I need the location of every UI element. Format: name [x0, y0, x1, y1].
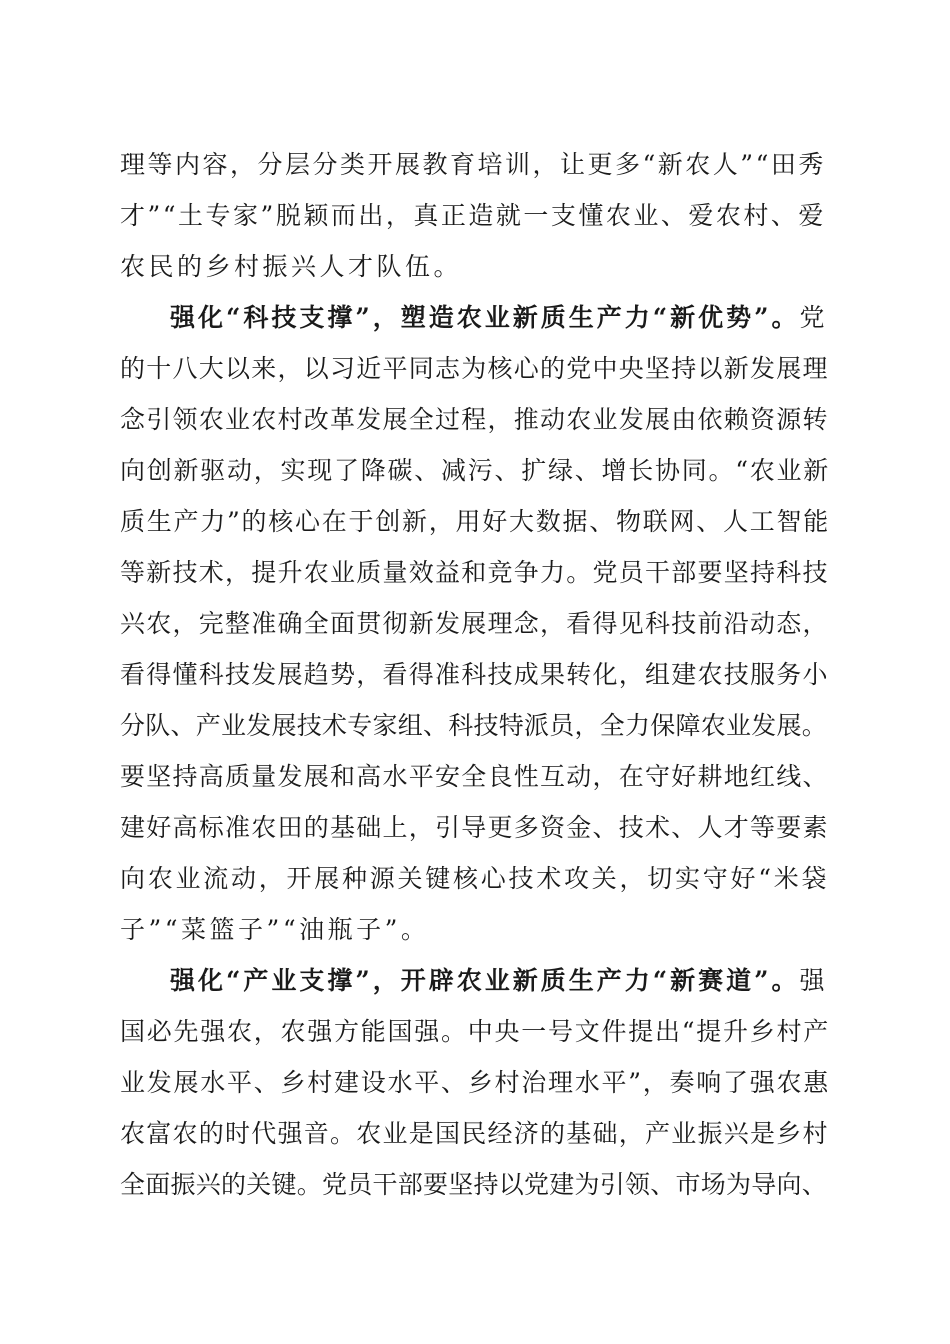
paragraph-heading: 强化“产业支撑”，开辟农业新质生产力“新赛道”。	[170, 966, 800, 995]
paragraph-text: 党	[799, 303, 828, 332]
paragraph-line: 向创新驱动，实现了降碳、减污、扩绿、增长协同。“农业新	[120, 456, 831, 485]
paragraph-line: 分队、产业发展技术专家组、科技特派员，全力保障农业发展。	[120, 711, 828, 740]
paragraph-heading: 强化“科技支撑”，塑造农业新质生产力“新优势”。	[170, 303, 800, 332]
paragraph-line: 农民的乡村振兴人才队伍。	[120, 252, 463, 281]
body-text	[120, 139, 830, 1210]
paragraph-line: 等新技术，提升农业质量效益和竞争力。党员干部要坚持科技	[120, 558, 829, 587]
paragraph-line: 国必先强农，农强方能国强。中央一号文件提出“提升乡村产	[120, 1017, 831, 1046]
paragraph-line: 理等内容，分层分类开展教育培训，让更多“新农人”“田秀	[120, 150, 826, 179]
paragraph-line: 全面振兴的关键。党员干部要坚持以党建为引领、市场为导向、	[120, 1170, 828, 1199]
paragraph-line: 向农业流动，开展种源关键核心技术攻关，切实守好“米袋	[120, 864, 830, 893]
paragraph-line: 看得懂科技发展趋势，看得准科技成果转化，组建农技服务小	[120, 660, 829, 689]
paragraph-text: 强	[799, 966, 828, 995]
paragraph-line: 质生产力”的核心在于创新，用好大数据、物联网、人工智能	[120, 507, 831, 536]
paragraph-line: 的十八大以来，以习近平同志为核心的党中央坚持以新发展理	[120, 354, 829, 383]
paragraph-line: 念引领农业农村改革发展全过程，推动农业发展由依赖资源转	[120, 405, 829, 434]
paragraph-line: 子”“菜篮子”“油瓶子”。	[120, 915, 430, 944]
paragraph-line: 业发展水平、乡村建设水平、乡村治理水平”，奏响了强农惠	[120, 1068, 831, 1097]
paragraph-line: 要坚持高质量发展和高水平安全良性互动，在守好耕地红线、	[120, 762, 829, 791]
paragraph-line: 才”“土专家”脱颖而出，真正造就一支懂农业、爱农村、爱	[120, 201, 826, 230]
paragraph-line: 建好高标准农田的基础上，引导更多资金、技术、人才等要素	[120, 813, 829, 842]
paragraph-first-line	[120, 955, 830, 1006]
paragraph-line: 兴农，完整准确全面贯彻新发展理念，看得见科技前沿动态，	[120, 609, 829, 638]
paragraph-line: 农富农的时代强音。农业是国民经济的基础，产业振兴是乡村	[120, 1119, 829, 1148]
paragraph-first-line	[120, 292, 830, 343]
